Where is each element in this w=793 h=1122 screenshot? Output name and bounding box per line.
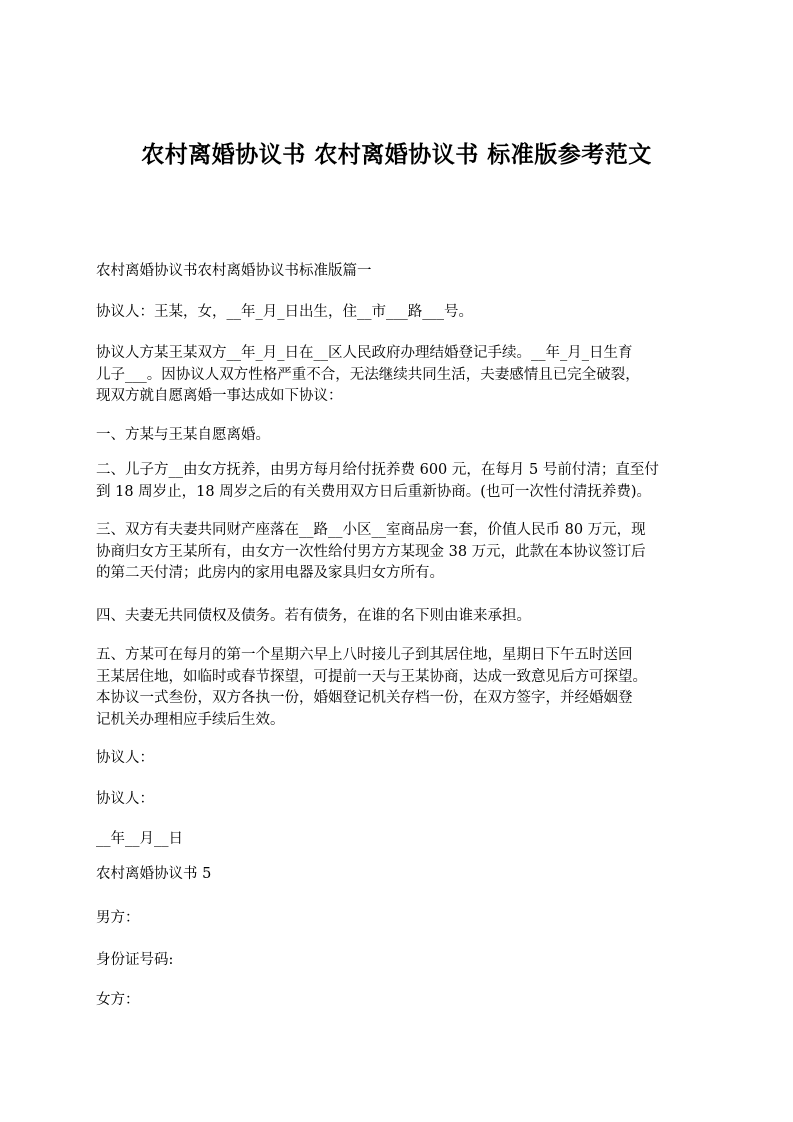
text-line: 四、夫妻无共同债权及债务。若有债务，在谁的名下则由谁来承担。	[96, 608, 531, 624]
text-line: 协议人：	[96, 791, 154, 807]
text-line: __年__月__日	[96, 831, 183, 847]
paragraph-clause-4	[96, 606, 696, 628]
signature-party-1	[96, 748, 696, 770]
field-id-number	[96, 950, 696, 972]
text-line: 二、儿子方__由女方抚养，由男方每月给付抚养费 600 元，在每月 5 号前付清；直至付	[96, 462, 659, 478]
text-line: 身份证号码:	[96, 952, 174, 968]
field-female-party	[96, 990, 696, 1012]
paragraph-clause-2	[96, 460, 696, 503]
text-line: 儿子___。因协议人双方性格严重不合，无法继续共同生活，夫妻感情且已完全破裂，	[96, 366, 640, 383]
text-line: 王某居住地，如临时或春节探望，可提前一天与王某协商，达成一致意见后方可探望。	[96, 668, 647, 685]
paragraph-clause-1	[96, 425, 696, 447]
signature-date	[96, 829, 696, 851]
paragraph-preamble	[96, 343, 696, 408]
text-line: 的第二天付清；此房内的家用电器及家具归女方所有。	[96, 565, 444, 581]
text-line: 协商归女方王某所有，由女方一次性给付男方方某现金 38 万元，此款在本协议签订后	[96, 543, 646, 560]
field-male-party	[96, 908, 696, 930]
paragraph-clause-3	[96, 520, 696, 585]
paragraph-clause-5	[96, 645, 696, 731]
text-line: 农村离婚协议书农村离婚协议书标准版篇一	[96, 263, 372, 279]
signature-party-2	[96, 789, 696, 811]
text-line: 男方：	[96, 910, 140, 926]
text-line: 一、方某与王某自愿离婚。	[96, 427, 270, 443]
text-line: 农村离婚协议书 5	[96, 866, 212, 882]
text-line: 协议人：	[96, 750, 154, 766]
section-heading-5	[96, 864, 696, 886]
text-line: 现双方就自愿离婚一事达成如下协议：	[96, 388, 343, 404]
paragraph-subtitle	[96, 261, 696, 283]
text-line: 记机关办理相应手续后生效。	[96, 711, 285, 728]
text-line: 本协议一式叁份，双方各执一份，婚姻登记机关存档一份，在双方签字，并经婚姻登	[96, 690, 633, 706]
text-line: 五、方某可在每月的第一个星期六早上八时接儿子到其居住地，星期日下午五时送回	[96, 647, 633, 663]
text-line: 女方：	[96, 992, 140, 1008]
text-line: 三、双方有夫妻共同财产座落在__路__小区__室商品房一套，价值人民币 80 万元，现	[96, 522, 646, 538]
text-line: 到 18 周岁止，18 周岁之后的有关费用双方日后重新协商。(也可一次性付清抚养费)。	[96, 483, 652, 500]
paragraph-party	[96, 302, 696, 324]
text-line: 协议人：王某，女，__年_月_日出生，住__市___路___号。	[96, 304, 473, 320]
text-line: 协议人方某王某双方__年_月_日在__区人民政府办理结婚登记手续。__年_月_日生育	[96, 345, 633, 361]
document-title: 农村离婚协议书 农村离婚协议书 标准版参考范文	[141, 142, 652, 168]
